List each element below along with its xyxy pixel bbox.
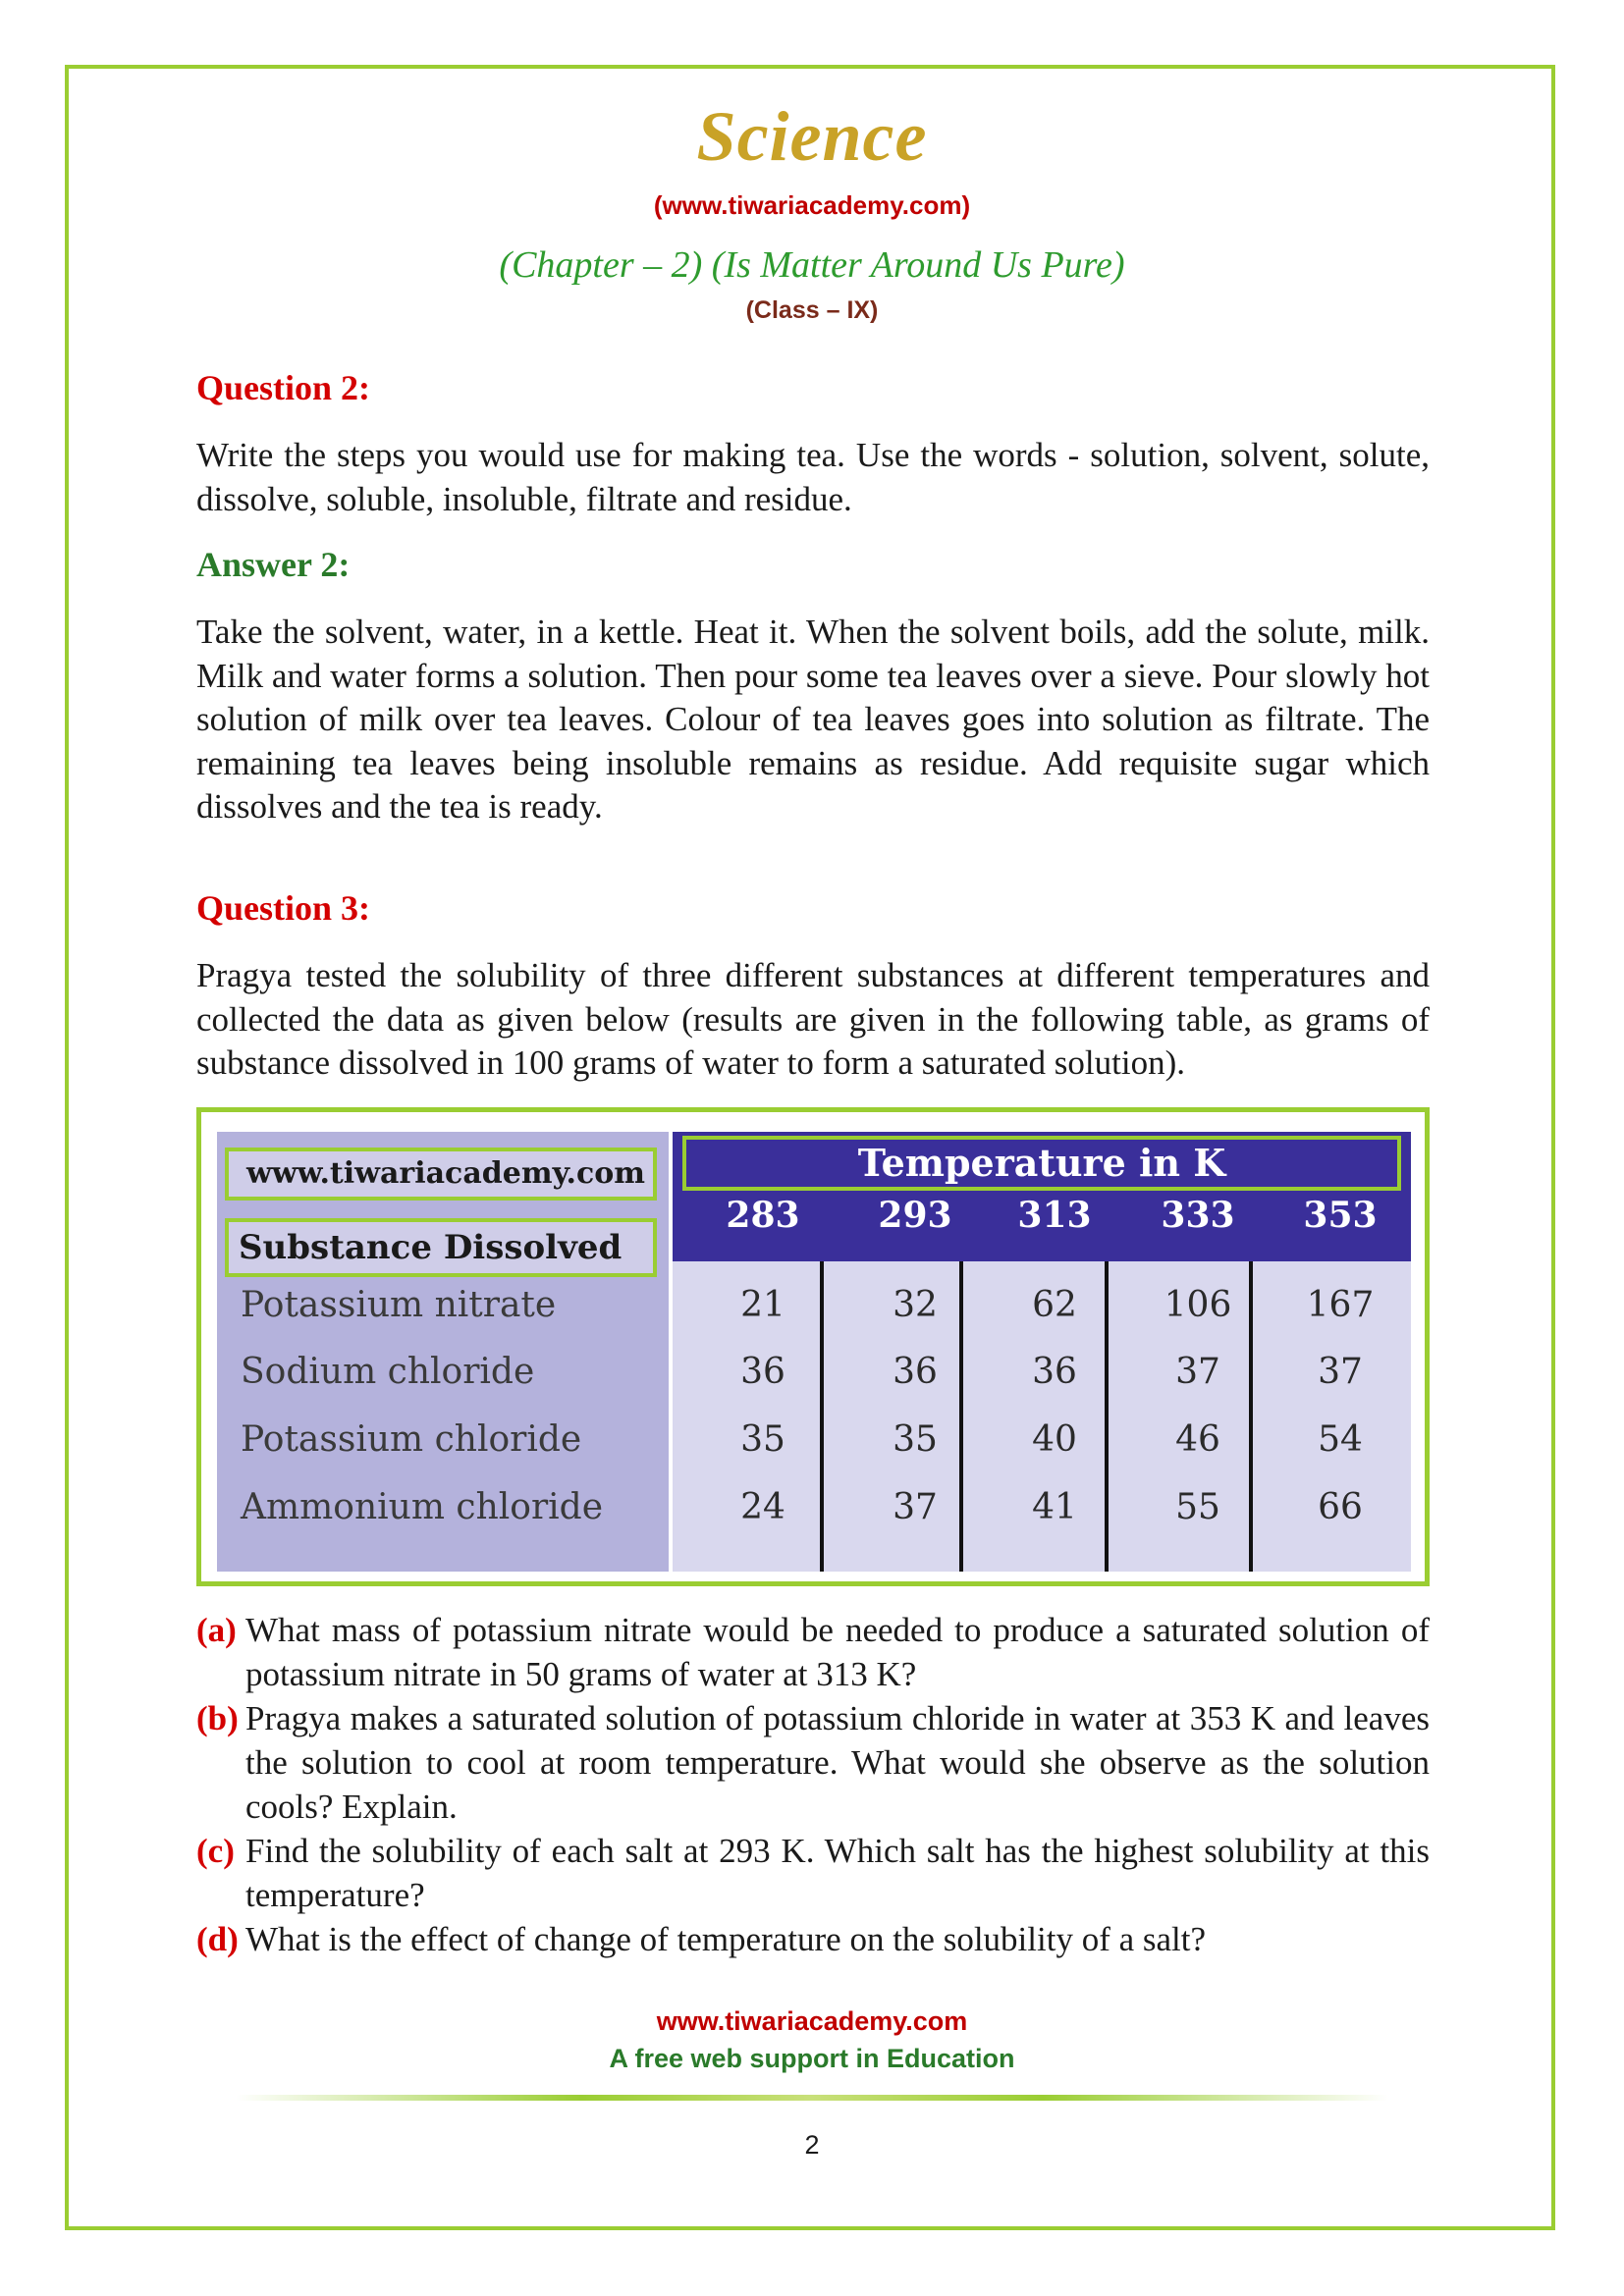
temp-header-313: 313 bbox=[1017, 1195, 1092, 1236]
table-cell: 36 bbox=[1032, 1352, 1077, 1392]
question-3-heading: Question 3: bbox=[196, 888, 371, 928]
footer-divider bbox=[236, 2095, 1388, 2101]
table-cell: 40 bbox=[1032, 1419, 1077, 1460]
sub-question-label: (c) bbox=[196, 1832, 235, 1870]
table-cell: 62 bbox=[1032, 1285, 1077, 1325]
question-2-heading: Question 2: bbox=[196, 368, 371, 407]
table-cell: 35 bbox=[893, 1419, 938, 1460]
sub-question-b bbox=[196, 1696, 1430, 1829]
answer-2-heading: Answer 2: bbox=[196, 545, 351, 584]
table-cell: 106 bbox=[1164, 1285, 1232, 1325]
table-cell: 55 bbox=[1175, 1487, 1220, 1527]
table-cell: 32 bbox=[893, 1285, 938, 1325]
table-site-label: www.tiwariacademy.com bbox=[225, 1148, 657, 1201]
table-cell: 46 bbox=[1175, 1419, 1220, 1460]
chapter-title: (Chapter – 2) (Is Matter Around Us Pure) bbox=[499, 244, 1125, 286]
sub-question-label: (d) bbox=[196, 1920, 239, 1958]
row-name-sodium-chloride: Sodium chloride bbox=[241, 1352, 535, 1392]
site-url[interactable]: (www.tiwariacademy.com) bbox=[653, 190, 971, 220]
sub-question-a bbox=[196, 1608, 1430, 1696]
table-cell: 41 bbox=[1032, 1487, 1077, 1527]
footer-tagline: A free web support in Education bbox=[609, 2044, 1015, 2073]
row-name-ammonium-chloride: Ammonium chloride bbox=[241, 1487, 604, 1527]
footer-site-url[interactable]: www.tiwariacademy.com bbox=[656, 2006, 968, 2036]
answer-2-text: Take the solvent, water, in a kettle. Heat it. When the solvent boils, add the solute, milk. Milk and water forms a solution. Then pour some tea leaves over a sieve. Pour slowly hot solution of milk over tea leaves. Colour of tea leaves goes into solution as filtrate. The remaining tea leaves being insoluble remains as residue. Add requisite sugar which dissolves and the tea is ready. bbox=[196, 613, 1430, 826]
sub-question-text: What mass of potassium nitrate would be needed to produce a saturated solution of potassium nitrate in 50 grams of water at 313 K? bbox=[245, 1611, 1430, 1693]
table-cell: 66 bbox=[1318, 1487, 1363, 1527]
class-label: (Class – IX) bbox=[745, 296, 879, 324]
sub-question-label: (a) bbox=[196, 1611, 237, 1649]
sub-question-text: Find the solubility of each salt at 293 K. Which salt has the highest solubility at this temperature? bbox=[245, 1832, 1430, 1914]
temp-header-353: 353 bbox=[1303, 1195, 1378, 1236]
sub-question-label: (b) bbox=[196, 1699, 239, 1737]
table-cell: 37 bbox=[1175, 1352, 1220, 1392]
substance-dissolved-header: Substance Dissolved bbox=[225, 1218, 657, 1277]
table-cell: 21 bbox=[740, 1285, 785, 1325]
table-cell: 54 bbox=[1318, 1419, 1363, 1460]
temp-header-333: 333 bbox=[1161, 1195, 1235, 1236]
sub-question-c bbox=[196, 1829, 1430, 1917]
table-cell: 37 bbox=[893, 1487, 938, 1527]
sub-question-d bbox=[196, 1917, 1430, 1961]
table-cell: 24 bbox=[740, 1487, 785, 1527]
row-name-potassium-nitrate: Potassium nitrate bbox=[241, 1285, 557, 1325]
table-cell: 36 bbox=[740, 1352, 785, 1392]
temperature-group-header: Temperature in K bbox=[682, 1136, 1401, 1191]
table-cell: 167 bbox=[1306, 1285, 1375, 1325]
page-number: 2 bbox=[804, 2130, 820, 2160]
sub-question-text: What is the effect of change of temperature on the solubility of a salt? bbox=[245, 1920, 1207, 1958]
table-cell: 35 bbox=[740, 1419, 785, 1460]
temp-header-283: 283 bbox=[726, 1195, 800, 1236]
sub-question-text: Pragya makes a saturated solution of potassium chloride in water at 353 K and leaves the solution to cool at room temperature. What would she observe as the solution cools? Explain. bbox=[245, 1699, 1430, 1826]
table-cell: 37 bbox=[1318, 1352, 1363, 1392]
table-cell: 36 bbox=[893, 1352, 938, 1392]
page-title: Science bbox=[696, 97, 928, 176]
solubility-table bbox=[196, 1107, 1430, 1586]
row-name-potassium-chloride: Potassium chloride bbox=[241, 1419, 582, 1460]
question-2-text: Write the steps you would use for making tea. Use the words - solution, solvent, solute, dissolve, soluble, insoluble, filtrate and residue. bbox=[196, 436, 1430, 518]
question-3-text: Pragya tested the solubility of three different substances at different temperatures and collected the data as given below (results are given in the following table, as grams of substance dissolved in 100 grams of water to form a saturated solution). bbox=[196, 956, 1430, 1082]
temp-header-293: 293 bbox=[878, 1195, 952, 1236]
